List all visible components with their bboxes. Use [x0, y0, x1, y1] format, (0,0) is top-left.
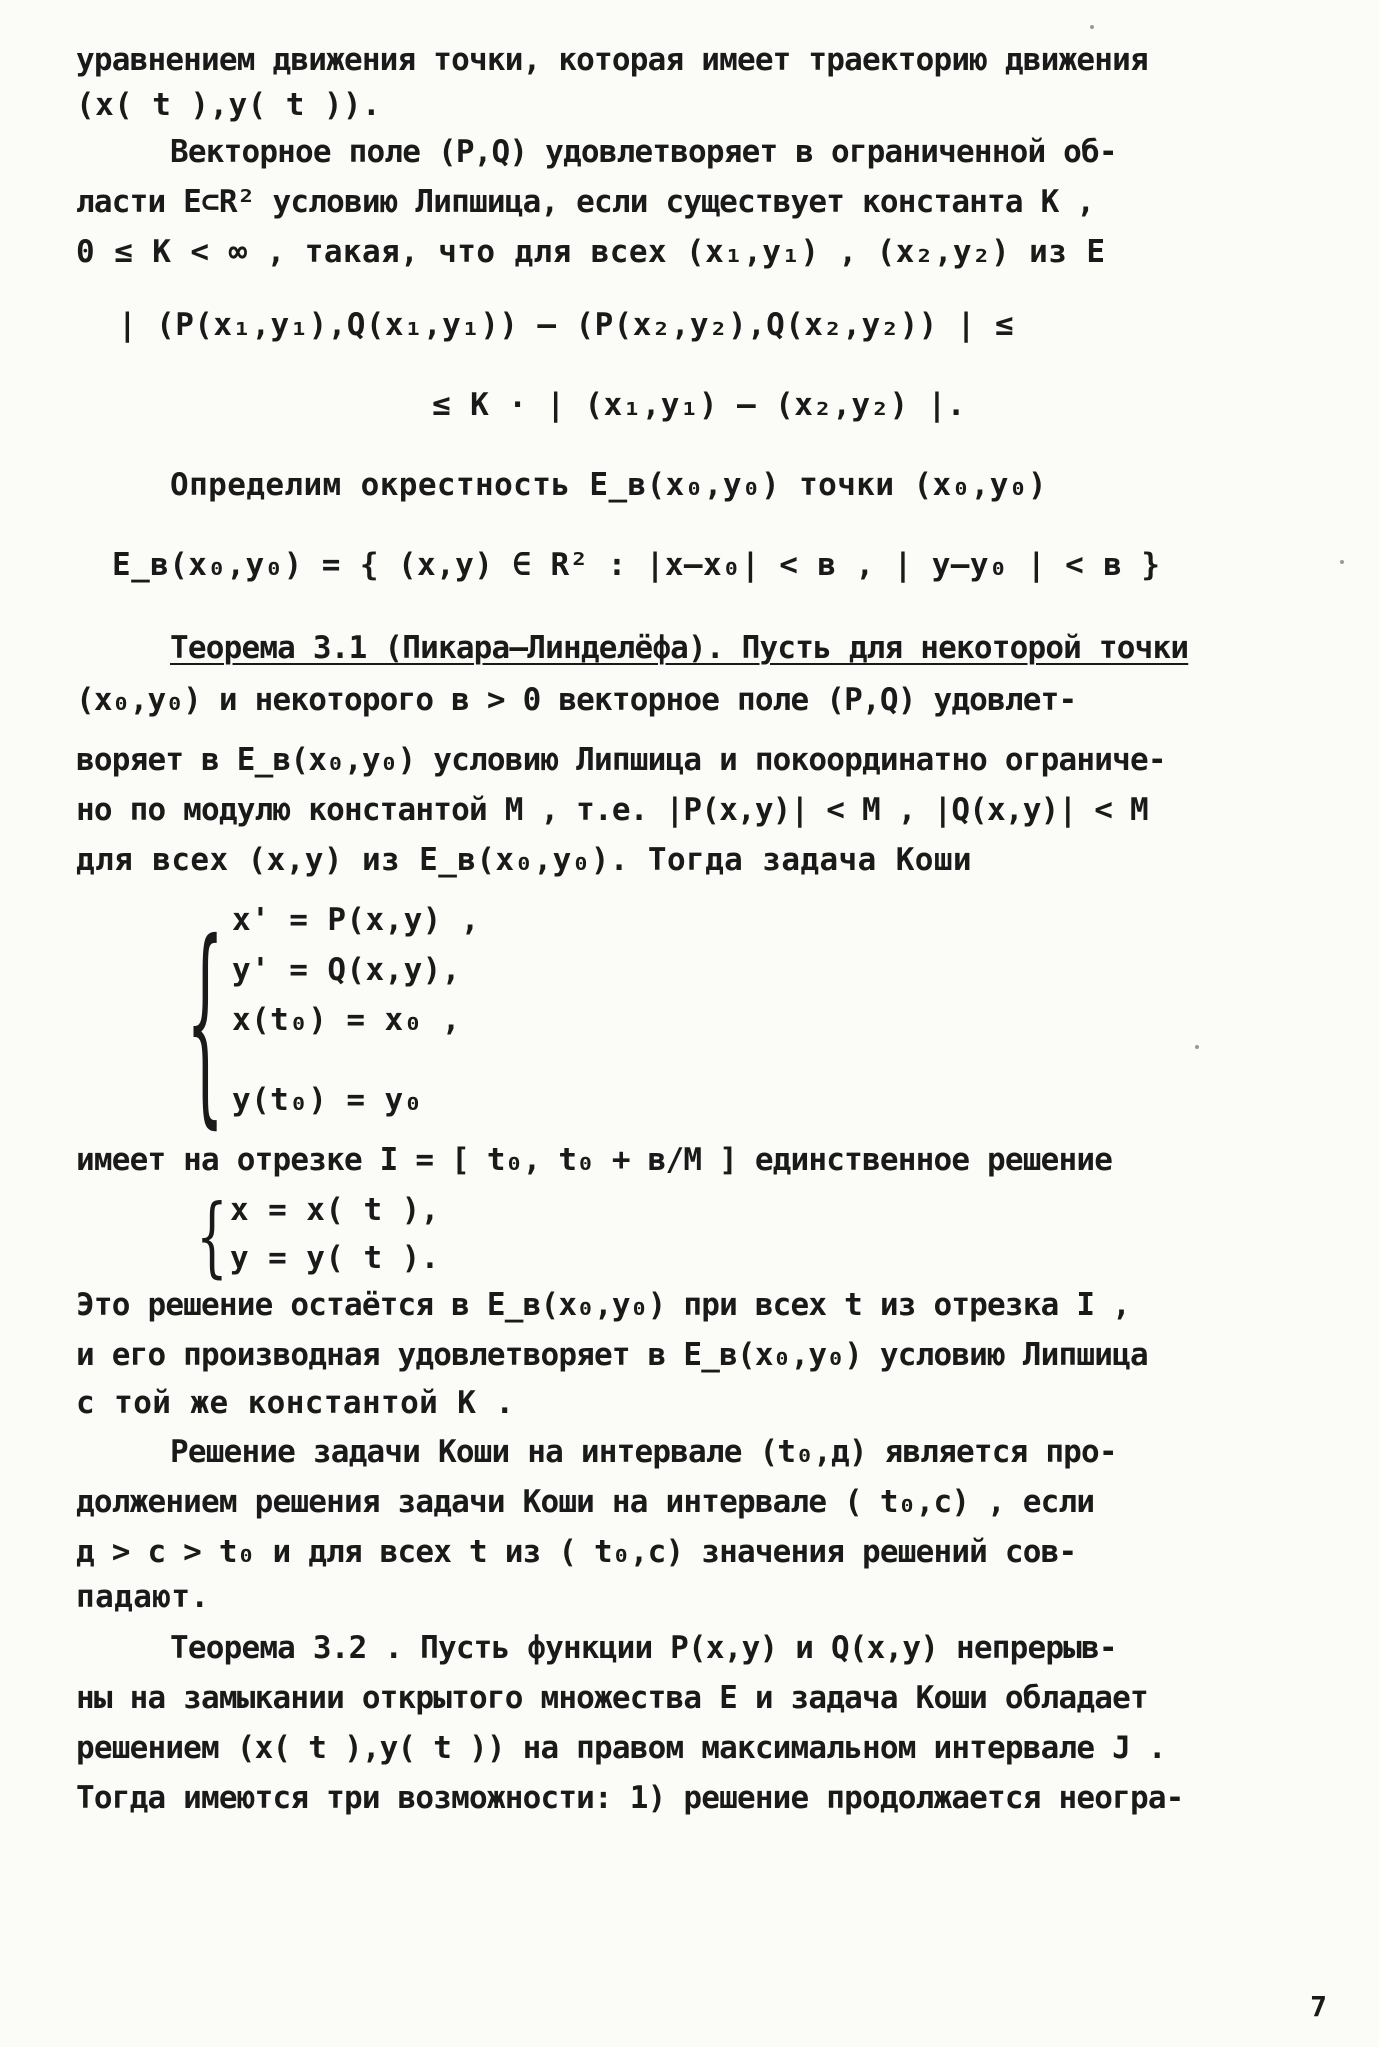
text-line: и его производная удовлетворяет в E_в(x₀,y₀) условию Липшица: [76, 1337, 1148, 1373]
text-line: должением решения задачи Коши на интервале ( t₀,c) , если: [76, 1484, 1095, 1520]
left-brace: {: [186, 898, 225, 1150]
text-line: воряет в E_в(x₀,y₀) условию Липшица и покоординатно ограниче-: [76, 742, 1166, 778]
text-line: (x( t ),y( t )).: [76, 87, 382, 123]
text-line: ласти E⊂R² условию Липшица, если существует константа K ,: [76, 184, 1095, 220]
text-line: 0 ≤ K < ∞ , такая, что для всех (x₁,y₁) , (x₂,y₂) из E: [76, 234, 1106, 270]
left-brace: {: [196, 1186, 228, 1288]
equation-line: y(t₀) = y₀: [232, 1082, 423, 1118]
formula-line: ≤ K · | (x₁,y₁) – (x₂,y₂) |.: [432, 387, 966, 423]
formula-line: E_в(x₀,y₀) = { (x,y) ∈ R² : |x–x₀| < в , | y–y₀ | < в }: [112, 547, 1161, 583]
text-line: падают.: [76, 1579, 210, 1615]
text-line: Векторное поле (P,Q) удовлетворяет в ограниченной об-: [170, 134, 1117, 170]
text-line: ны на замыкании открытого множества E и задача Коши обладает: [76, 1680, 1148, 1716]
text-line: (x₀,y₀) и некоторого в > 0 векторное поле (P,Q) удовлет-: [76, 682, 1077, 718]
equation-line: y' = Q(x,y),: [232, 952, 461, 988]
text-line: уравнением движения точки, которая имеет траекторию движения: [76, 42, 1148, 78]
text-line: Решение задачи Коши на интервале (t₀,д) является про-: [170, 1434, 1117, 1470]
formula-line: | (P(x₁,y₁),Q(x₁,y₁)) – (P(x₂,y₂),Q(x₂,y₂)) | ≤: [118, 307, 1014, 343]
theorem-heading: Теорема 3.2 . Пусть функции P(x,y) и Q(x,y) непрерыв-: [170, 1630, 1117, 1666]
text-line: для всех (x,y) из E_в(x₀,y₀). Тогда задача Коши: [76, 842, 972, 878]
text-line: имеет на отрезке I = [ t₀, t₀ + в/M ] единственное решение: [76, 1142, 1113, 1178]
scan-speck: [1340, 560, 1344, 564]
equation-line: x = x( t ),: [230, 1192, 440, 1228]
text-line: д > c > t₀ и для всех t из ( t₀,c) значения решений сов-: [76, 1534, 1077, 1570]
text-line: но по модулю константой M , т.е. |P(x,y)| < M , |Q(x,y)| < M: [76, 792, 1148, 828]
scan-speck: [1195, 1045, 1199, 1049]
scan-speck: [1090, 25, 1094, 29]
equation-line: x(t₀) = x₀ ,: [232, 1002, 461, 1038]
text-line: Тогда имеются три возможности: 1) решение продолжается неогра-: [76, 1780, 1184, 1816]
theorem-heading: Теорема 3.1 (Пикара–Линделёфа). Пусть для некоторой точки: [170, 630, 1189, 666]
equation-line: y = y( t ).: [230, 1240, 440, 1276]
text-line: Это решение остаётся в E_в(x₀,y₀) при всех t из отрезка I ,: [76, 1287, 1130, 1323]
text-line: решением (x( t ),y( t )) на правом максимальном интервале J .: [76, 1730, 1166, 1766]
page-number: 7: [1310, 1990, 1327, 2023]
equation-line: x' = P(x,y) ,: [232, 902, 480, 938]
text-line: с той же константой K .: [76, 1385, 515, 1421]
text-line: Определим окрестность E_в(x₀,y₀) точки (x₀,y₀): [170, 467, 1047, 503]
